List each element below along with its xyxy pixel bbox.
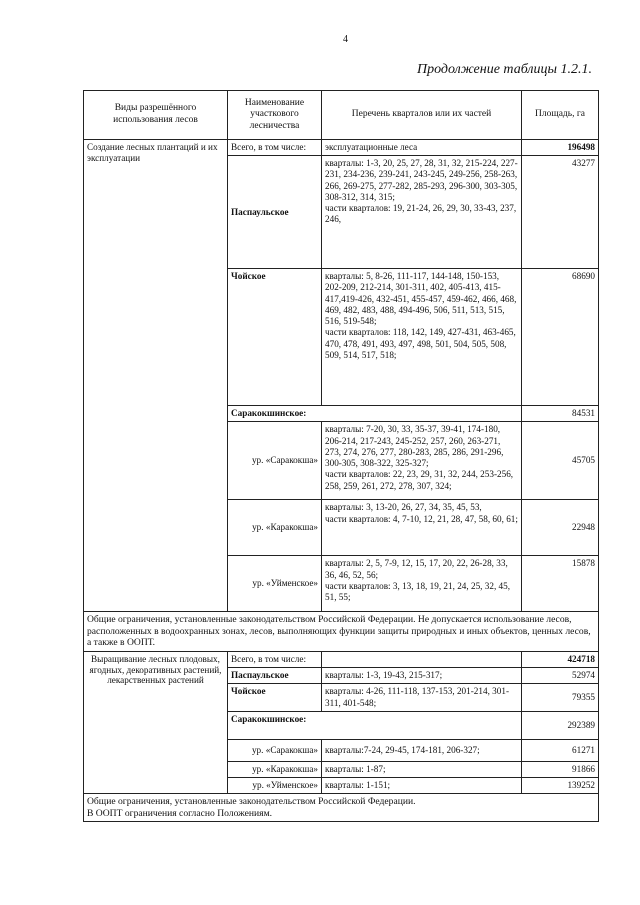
table-row xyxy=(84,612,599,652)
forestry-name: Саракокшинское: xyxy=(228,406,522,422)
header-use-type: Виды разрешённого использования лесов xyxy=(84,91,228,140)
restrictions-note-line: В ООПТ ограничения согласно Положениям. xyxy=(87,807,273,819)
quarters-text: кварталы: 7-20, 30, 33, 35-37, 39-41, 174-180, 206-214, 217-243, 245-252, 257, 260, 263-271, 273, 274, 276, 277, 280-283, 285, 286, 291-296, 300-305, 308-322, 325-327; xyxy=(325,424,504,469)
quarter-parts-text: части кварталов: 4, 7-10, 12, 21, 28, 47, 58, 60, 61; xyxy=(325,513,518,524)
area-value: 292389 xyxy=(522,711,599,739)
quarters-text: кварталы: 1-3, 19-43, 215-317; xyxy=(322,668,522,684)
quarters-text: кварталы: 4-26, 111-118, 137-153, 201-214, 301-311, 401-548; xyxy=(322,684,522,711)
header-forestry-name: Наименование участкового лесничества xyxy=(228,91,322,140)
table-row xyxy=(84,140,599,156)
total-label: Всего, в том числе: xyxy=(228,651,322,667)
quarters-cell xyxy=(322,156,522,269)
quarters-cell xyxy=(322,269,522,406)
quarters-text: кварталы: 2, 5, 7-9, 12, 15, 17, 20, 22, 26-28, 33, 36, 46, 52, 56; xyxy=(325,558,508,580)
table-row xyxy=(84,651,599,667)
quarter-parts-text: части кварталов: 118, 142, 149, 427-431, 463-465, 470, 478, 491, 493, 497, 498, 501, 504, 505, 508, 509, 514, 517, 518; xyxy=(325,327,516,360)
quarter-parts-text: части кварталов: 19, 21-24, 26, 29, 30, 33-43, 237, 246, xyxy=(325,203,517,225)
forestry-name: Паспаульское xyxy=(228,156,322,269)
tract-name: ур. «Уйменское» xyxy=(228,556,322,612)
quarters-cell xyxy=(322,500,522,556)
area-value: 91866 xyxy=(522,761,599,777)
area-value: 43277 xyxy=(522,156,599,269)
area-value: 139252 xyxy=(522,778,599,794)
area-value: 61271 xyxy=(522,739,599,761)
quarters-text: кварталы: 5, 8-26, 111-117, 144-148, 150-153, 202-209, 212-214, 301-311, 402, 405-413, 415-417,419-426, 432-451, 455-457, 459-462, 466, 468, 469, 482, 483, 488, 494-496, 506, 511, 513, 515, 516, 519-548; xyxy=(325,271,517,327)
quarters-text: кварталы:7-24, 29-45, 174-181, 206-327; xyxy=(322,739,522,761)
quarters-cell xyxy=(322,556,522,612)
page-number: 4 xyxy=(343,34,348,45)
quarters-text: кварталы: 1-151; xyxy=(322,778,522,794)
table-caption: Продолжение таблицы 1.2.1. xyxy=(416,62,592,77)
tract-name: ур. «Каракокша» xyxy=(228,761,322,777)
tract-name: ур. «Саракокша» xyxy=(228,422,322,500)
area-value: 45705 xyxy=(522,422,599,500)
total-area: 424718 xyxy=(522,651,599,667)
total-desc: эксплуатационные леса xyxy=(322,140,522,156)
forestry-name: Саракокшинское: xyxy=(228,711,522,739)
restrictions-note: Общие ограничения, установленные законодательством Российской Федерации. Не допускается использование лесов, расположенных в водоохранных зонах, лесов, выполняющих функции защиты природных и иных объектов, ценных лесов, а также в ООПТ. xyxy=(84,612,599,652)
area-value: 68690 xyxy=(522,269,599,406)
table-header-row xyxy=(84,91,599,140)
tract-name: ур. «Уйменское» xyxy=(228,778,322,794)
forest-use-table xyxy=(83,90,599,822)
table-row xyxy=(84,794,599,822)
quarters-text: кварталы: 1-3, 20, 25, 27, 28, 31, 32, 215-224, 227-231, 234-236, 239-241, 243-245, 249-256, 258-263, 266, 269-275, 277-282, 285-293, 296-300, 303-305, 308-312, 314, 315; xyxy=(325,158,518,202)
restrictions-note xyxy=(84,794,599,822)
quarter-parts-text: части кварталов: 22, 23, 29, 31, 32, 244, 253-256, 258, 259, 261, 272, 278, 307, 324; xyxy=(325,469,514,491)
total-desc xyxy=(322,651,522,667)
use-type-cell: Выращивание лесных плодовых, ягодных, декоративных растений, лекарственных растений xyxy=(84,651,228,793)
total-area: 196498 xyxy=(522,140,599,156)
use-type-cell: Создание лесных плантаций и их эксплуатации xyxy=(84,140,228,612)
total-label: Всего, в том числе: xyxy=(228,140,322,156)
quarters-text: кварталы: 3, 13-20, 26, 27, 34, 35, 45, 53, xyxy=(325,502,482,513)
area-value: 79355 xyxy=(522,684,599,711)
forestry-name: Паспаульское xyxy=(228,668,322,684)
tract-name: ур. «Саракокша» xyxy=(228,739,322,761)
forestry-name: Чойское xyxy=(228,684,322,711)
area-value: 22948 xyxy=(522,500,599,556)
header-quarters-list: Перечень кварталов или их частей xyxy=(322,91,522,140)
area-value: 52974 xyxy=(522,668,599,684)
restrictions-note-line: Общие ограничения, установленные законодательством Российской Федерации. xyxy=(87,796,416,808)
quarters-text: кварталы: 1-87; xyxy=(322,761,522,777)
forestry-name: Чойское xyxy=(228,269,322,406)
area-value: 15878 xyxy=(522,556,599,612)
area-value: 84531 xyxy=(522,406,599,422)
quarter-parts-text: части кварталов: 3, 13, 18, 19, 21, 24, 25, 32, 45, 51, 55; xyxy=(325,580,511,603)
tract-name: ур. «Каракокша» xyxy=(228,500,322,556)
header-area: Площадь, га xyxy=(522,91,599,140)
quarters-cell xyxy=(322,422,522,500)
